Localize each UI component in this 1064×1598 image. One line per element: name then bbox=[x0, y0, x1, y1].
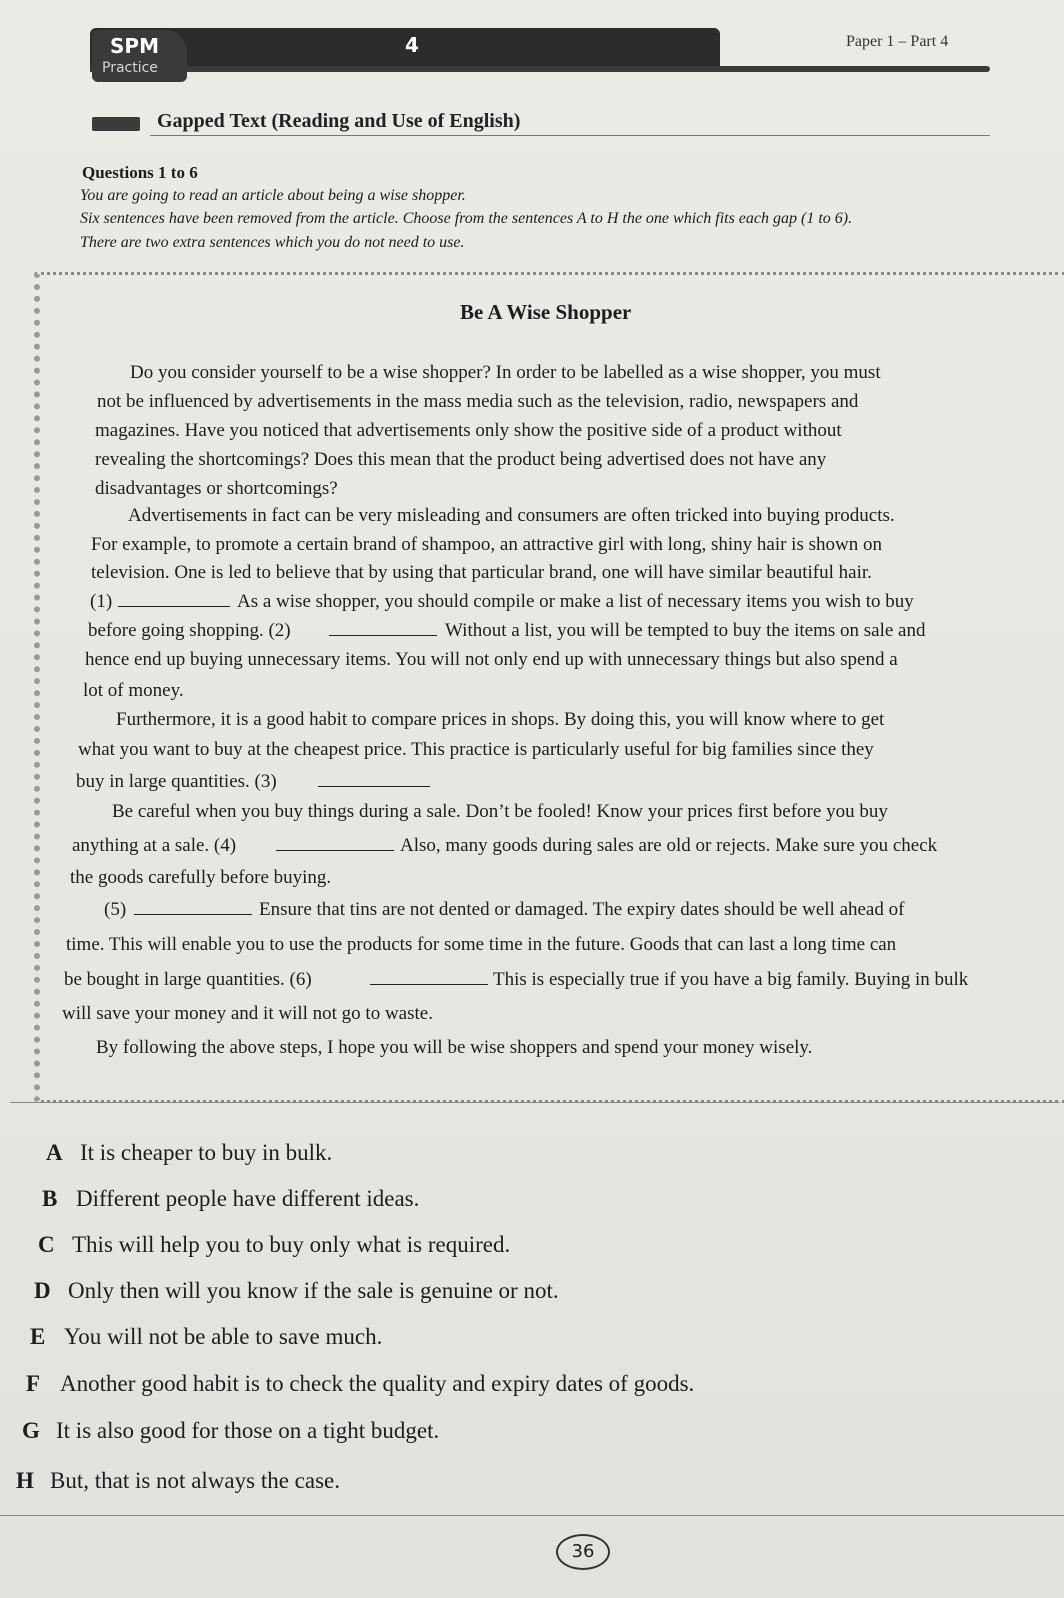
gap-label-2: before going shopping. (2) bbox=[88, 620, 291, 641]
article-line: As a wise shopper, you should compile or make a list of necessary items you wish to buy bbox=[237, 591, 914, 612]
article-line: disadvantages or shortcomings? bbox=[95, 478, 338, 499]
option-letter: E bbox=[30, 1324, 46, 1349]
article-line: By following the above steps, I hope you will be wise shoppers and spend your money wisely. bbox=[96, 1037, 813, 1058]
gap-blank-5[interactable] bbox=[134, 900, 252, 919]
gap-label-6: be bought in large quantities. (6) bbox=[64, 969, 312, 990]
article-line: not be influenced by advertisements in the mass media such as the television, radio, newspapers and bbox=[97, 391, 859, 412]
instruction-line: There are two extra sentences which you do not need to use. bbox=[80, 234, 465, 251]
article-line: Be careful when you buy things during a sale. Don’t be fooled! Know your prices first before you buy bbox=[112, 801, 888, 822]
article-line: time. This will enable you to use the products for some time in the future. Goods that can last a long time can bbox=[66, 934, 897, 955]
gap-label-3: buy in large quantities. (3) bbox=[76, 771, 277, 792]
instruction-line: Six sentences have been removed from the article. Choose from the sentences A to H the one which fits each gap (1 to 6). bbox=[80, 210, 853, 227]
header-rule bbox=[90, 66, 990, 72]
article-line: Furthermore, it is a good habit to compare prices in shops. By doing this, you will know where to get bbox=[116, 709, 885, 730]
article-line: Advertisements in fact can be very misleading and consumers are often tricked into buying products. bbox=[128, 505, 895, 526]
bottom-rule bbox=[0, 1515, 1064, 1516]
gap-label-1: (1) bbox=[90, 591, 113, 612]
section-marker-icon bbox=[92, 117, 140, 131]
section-rule bbox=[150, 135, 990, 136]
option-letter: C bbox=[38, 1232, 55, 1257]
option-a[interactable] bbox=[46, 1140, 332, 1166]
article-title: Be A Wise Shopper bbox=[460, 300, 632, 324]
option-letter: A bbox=[46, 1140, 63, 1165]
article-line: For example, to promote a certain brand of shampoo, an attractive girl with long, shiny hair is shown on bbox=[91, 534, 882, 555]
option-text: But, that is not always the case. bbox=[50, 1468, 340, 1493]
article-line: lot of money. bbox=[83, 680, 184, 701]
option-e[interactable] bbox=[30, 1324, 382, 1350]
option-h[interactable] bbox=[16, 1468, 340, 1494]
option-g[interactable] bbox=[22, 1418, 439, 1444]
option-text: This will help you to buy only what is required. bbox=[72, 1232, 511, 1257]
gap-blank-4[interactable] bbox=[276, 836, 394, 855]
article-line: will save your money and it will not go to waste. bbox=[62, 1003, 433, 1024]
article-line: revealing the shortcomings? Does this mean that the product being advertised does not have any bbox=[95, 449, 827, 470]
article-line: This is especially true if you have a big family. Buying in bulk bbox=[493, 969, 969, 990]
page-number: 36 bbox=[556, 1534, 610, 1570]
article-line: the goods carefully before buying. bbox=[70, 867, 332, 888]
option-letter: G bbox=[22, 1418, 40, 1443]
option-text: You will not be able to save much. bbox=[64, 1324, 383, 1349]
article-line: Without a list, you will be tempted to buy the items on sale and bbox=[445, 620, 926, 641]
questions-heading: Questions 1 to 6 bbox=[82, 163, 198, 182]
option-letter: H bbox=[16, 1468, 34, 1493]
gap-label-5: (5) bbox=[104, 899, 127, 920]
gap-blank-3[interactable] bbox=[318, 772, 430, 791]
option-letter: F bbox=[26, 1371, 41, 1396]
options-divider bbox=[10, 1102, 1060, 1103]
option-c[interactable] bbox=[38, 1232, 510, 1258]
option-text: Only then will you know if the sale is genuine or not. bbox=[68, 1278, 559, 1303]
option-d[interactable] bbox=[34, 1278, 559, 1304]
article-line: television. One is led to believe that by using that particular brand, one will have similar beautiful hair. bbox=[91, 562, 872, 583]
option-text: Different people have different ideas. bbox=[76, 1186, 420, 1211]
article-line: magazines. Have you noticed that advertisements only show the positive side of a product without bbox=[95, 420, 842, 441]
section-title: Gapped Text (Reading and Use of English) bbox=[157, 110, 521, 132]
article-line: Also, many goods during sales are old or rejects. Make sure you check bbox=[400, 835, 938, 856]
option-f[interactable] bbox=[26, 1371, 694, 1397]
gap-blank-6[interactable] bbox=[370, 970, 488, 989]
gap-label-4: anything at a sale. (4) bbox=[72, 835, 237, 856]
option-text: It is cheaper to buy in bulk. bbox=[80, 1140, 333, 1165]
option-letter: B bbox=[42, 1186, 58, 1211]
paper-label: Paper 1 – Part 4 bbox=[846, 33, 949, 50]
practice-label: Practice bbox=[102, 60, 158, 76]
option-letter: D bbox=[34, 1278, 51, 1303]
option-b[interactable] bbox=[42, 1186, 419, 1212]
article-line: Ensure that tins are not dented or damaged. The expiry dates should be well ahead of bbox=[259, 899, 905, 920]
spm-label: SPM bbox=[110, 34, 159, 58]
article-line: hence end up buying unnecessary items. You will not only end up with unnecessary things but also spend a bbox=[85, 649, 898, 670]
unit-number: 4 bbox=[405, 33, 419, 57]
article-line: Do you consider yourself to be a wise shopper? In order to be labelled as a wise shopper, you must bbox=[130, 362, 881, 383]
gap-blank-1[interactable] bbox=[118, 592, 230, 611]
option-text: It is also good for those on a tight budget. bbox=[56, 1418, 440, 1443]
article-line: what you want to buy at the cheapest price. This practice is particularly useful for big families since they bbox=[78, 739, 874, 760]
option-text: Another good habit is to check the quality and expiry dates of goods. bbox=[60, 1371, 695, 1396]
gap-blank-2[interactable] bbox=[329, 621, 437, 640]
instruction-line: You are going to read an article about being a wise shopper. bbox=[80, 187, 466, 204]
